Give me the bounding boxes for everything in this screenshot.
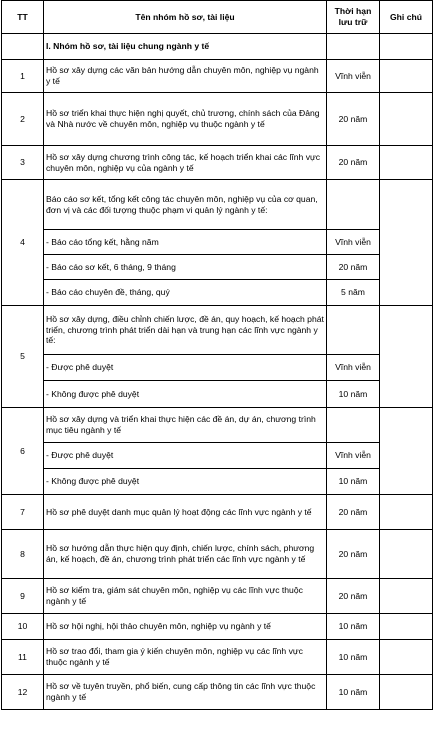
row-period: 20 năm <box>327 146 380 180</box>
row-note <box>380 180 433 306</box>
row-period: 20 năm <box>327 530 380 579</box>
sub-row-period: 10 năm <box>327 469 380 495</box>
row-number: 7 <box>2 495 44 530</box>
row-text: Hồ sơ xây dựng, điều chỉnh chiến lược, đề án, quy hoạch, kế hoạch phát triển, chương trình phát triển dài hạn và trung hạn các lĩnh vực ngành y tế: <box>44 306 327 355</box>
sub-row <box>2 280 433 306</box>
row-text: Hồ sơ xây dựng chương trình công tác, kế hoạch triển khai các lĩnh vực chuyên môn, nghiệp vụ của ngành y tế <box>44 146 327 180</box>
col-header-name: Tên nhóm hồ sơ, tài liệu <box>44 1 327 34</box>
sub-row-period: 20 năm <box>327 255 380 280</box>
row-note <box>380 495 433 530</box>
sub-row-period: Vĩnh viễn <box>327 230 380 255</box>
sub-row-text: - Được phê duyệt <box>44 443 327 469</box>
row-note <box>380 146 433 180</box>
col-header-period: Thời hạn lưu trữ <box>327 1 380 34</box>
row-number: 2 <box>2 93 44 146</box>
sub-row-text: - Báo cáo sơ kết, 6 tháng, 9 tháng <box>44 255 327 280</box>
row-number: 12 <box>2 675 44 710</box>
row-text: Báo cáo sơ kết, tổng kết công tác chuyên môn, nghiệp vụ của cơ quan, đơn vị và các đối tượng thuộc phạm vi quản lý ngành y tế: <box>44 180 327 230</box>
row-note <box>380 306 433 408</box>
row-number: 3 <box>2 146 44 180</box>
sub-row-text: - Không được phê duyệt <box>44 469 327 495</box>
table-row <box>2 530 433 579</box>
table-row <box>2 495 433 530</box>
col-header-tt: TT <box>2 1 44 34</box>
row-text: Hồ sơ trao đổi, tham gia ý kiến chuyên môn, nghiệp vụ các lĩnh vực thuộc ngành y tế <box>44 640 327 675</box>
row-note <box>380 93 433 146</box>
row-note <box>380 614 433 640</box>
sub-row-period: 10 năm <box>327 381 380 408</box>
row-period: 20 năm <box>327 579 380 614</box>
row-number: 10 <box>2 614 44 640</box>
sub-row <box>2 355 433 381</box>
row-note <box>380 579 433 614</box>
row-period: 10 năm <box>327 614 380 640</box>
row-note <box>380 640 433 675</box>
row-note <box>380 60 433 93</box>
table-row <box>2 579 433 614</box>
row-text: Hồ sơ hội nghị, hội thảo chuyên môn, nghiệp vụ ngành y tế <box>44 614 327 640</box>
section-row <box>2 34 433 60</box>
sub-row-text: - Được phê duyệt <box>44 355 327 381</box>
sub-row <box>2 381 433 408</box>
row-number: 11 <box>2 640 44 675</box>
sub-row <box>2 469 433 495</box>
row-text: Hồ sơ triển khai thực hiện nghị quyết, chủ trương, chính sách của Đảng và Nhà nước về chuyên môn, nghiệp vụ thuộc ngành y tế <box>44 93 327 146</box>
col-header-note: Ghi chú <box>380 1 433 34</box>
row-note <box>380 530 433 579</box>
row-number: 4 <box>2 180 44 306</box>
sub-row-period: Vĩnh viễn <box>327 355 380 381</box>
header-row <box>2 1 433 34</box>
table-row <box>2 146 433 180</box>
sub-row-text: - Báo cáo chuyên đề, tháng, quý <box>44 280 327 306</box>
row-number: 5 <box>2 306 44 408</box>
row-period: 10 năm <box>327 675 380 710</box>
row-period: 10 năm <box>327 640 380 675</box>
table-row <box>2 675 433 710</box>
row-text: Hồ sơ kiểm tra, giám sát chuyên môn, nghiệp vụ các lĩnh vực thuộc ngành y tế <box>44 579 327 614</box>
table-row <box>2 640 433 675</box>
row-text: Hồ sơ xây dựng và triển khai thực hiện các đề án, dự án, chương trình mục tiêu ngành y tế <box>44 408 327 443</box>
row-text: Hồ sơ xây dựng các văn bản hướng dẫn chuyên môn, nghiệp vụ ngành y tế <box>44 60 327 93</box>
row-note <box>380 408 433 495</box>
sub-row <box>2 230 433 255</box>
sub-row-period: Vĩnh viễn <box>327 443 380 469</box>
records-retention-table <box>1 0 433 710</box>
row-period: 20 năm <box>327 93 380 146</box>
row-number: 6 <box>2 408 44 495</box>
sub-row-text: - Không được phê duyệt <box>44 381 327 408</box>
row-number: 8 <box>2 530 44 579</box>
row-note <box>380 675 433 710</box>
row-text: Hồ sơ hướng dẫn thực hiện quy định, chiến lược, chính sách, phương án, kế hoạch, đề án, chương trình phát triển các lĩnh vực ngành y tế <box>44 530 327 579</box>
table-row <box>2 306 433 355</box>
table-row <box>2 93 433 146</box>
sub-row-period: 5 năm <box>327 280 380 306</box>
row-period: Vĩnh viễn <box>327 60 380 93</box>
row-period: 20 năm <box>327 495 380 530</box>
table-row <box>2 614 433 640</box>
sub-row <box>2 443 433 469</box>
section-title: I. Nhóm hồ sơ, tài liệu chung ngành y tế <box>44 34 327 60</box>
sub-row-text: - Báo cáo tổng kết, hằng năm <box>44 230 327 255</box>
row-number: 1 <box>2 60 44 93</box>
sub-row <box>2 255 433 280</box>
table-row <box>2 408 433 443</box>
table-row <box>2 180 433 230</box>
row-text: Hồ sơ phê duyệt danh mục quản lý hoạt động các lĩnh vực ngành y tế <box>44 495 327 530</box>
row-text: Hồ sơ về tuyên truyền, phổ biến, cung cấp thông tin các lĩnh vực thuộc ngành y tế <box>44 675 327 710</box>
row-number: 9 <box>2 579 44 614</box>
table-row <box>2 60 433 93</box>
